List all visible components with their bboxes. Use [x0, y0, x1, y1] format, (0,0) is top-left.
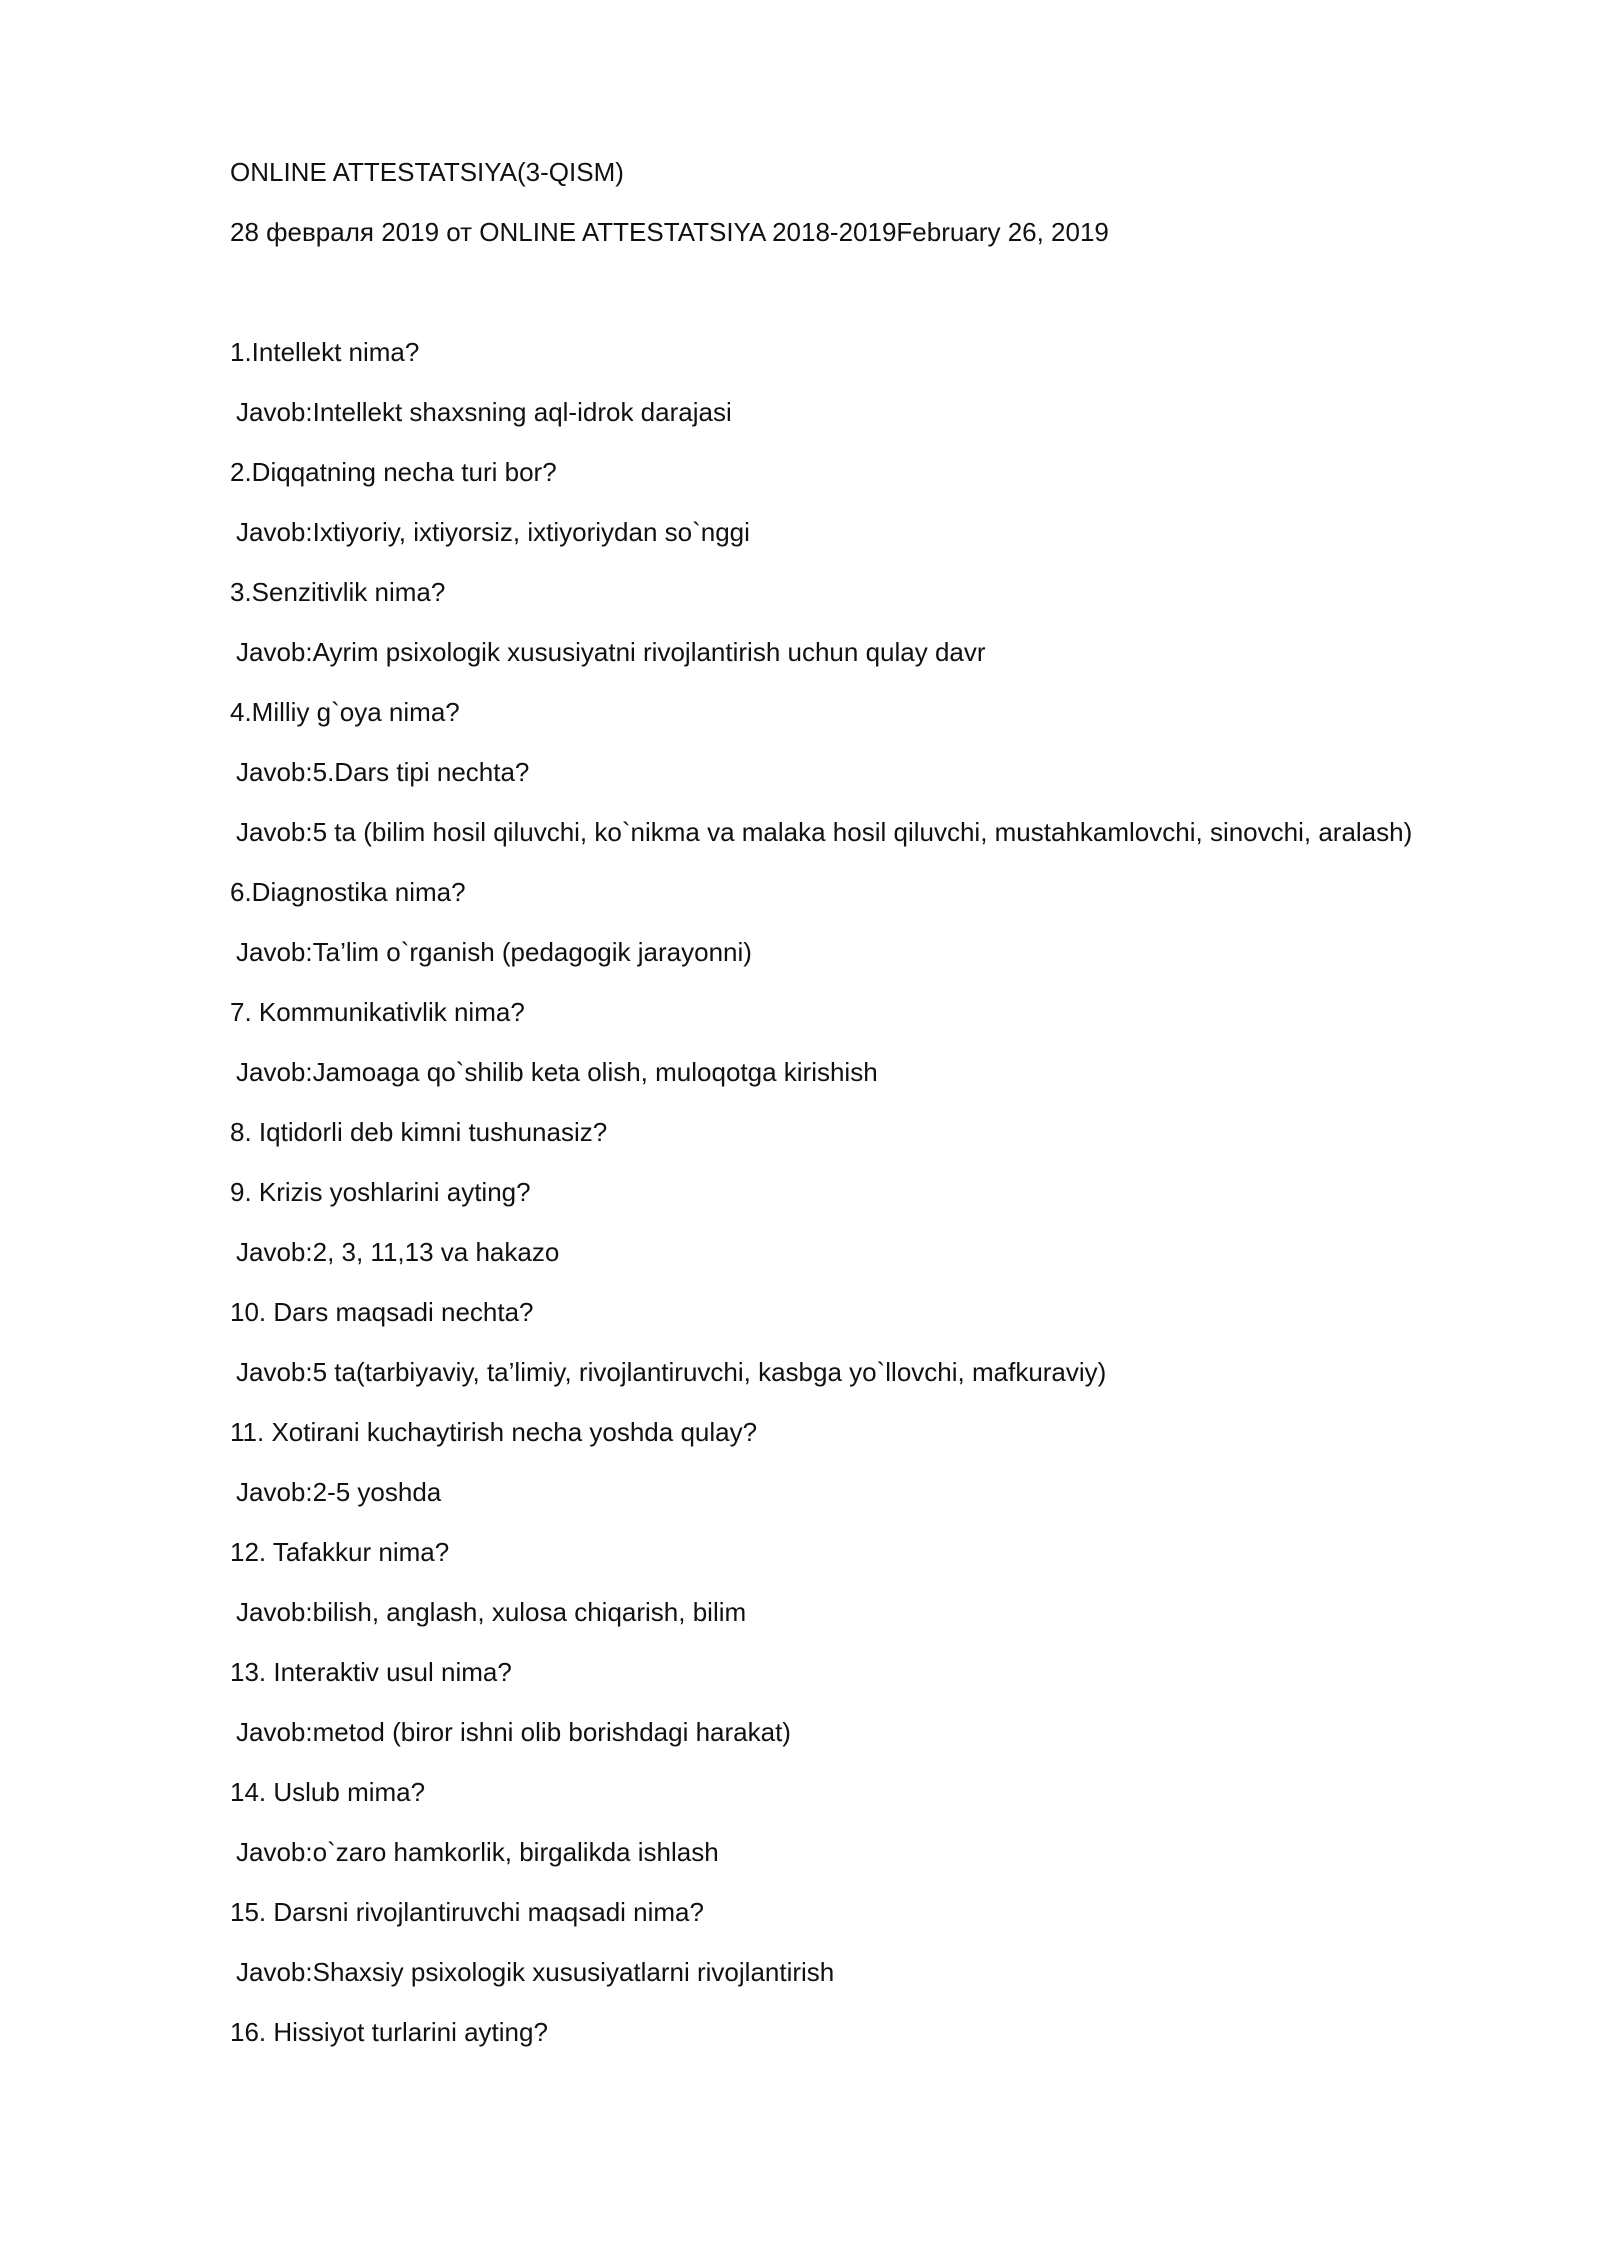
answer-7: Javob:Jamoaga qo`shilib keta olish, muloqotga kirishish — [236, 1057, 878, 1087]
answer-2: Javob:Ixtiyoriy, ixtiyorsiz, ixtiyoriydan so`nggi — [236, 517, 750, 547]
question-9: 9. Krizis yoshlarini ayting? — [230, 1177, 531, 1207]
answer-9: Javob:2, 3, 11,13 va hakazo — [236, 1237, 560, 1267]
question-14: 14. Uslub mima? — [230, 1777, 426, 1807]
question-16: 16. Hissiyot turlarini ayting? — [230, 2017, 548, 2047]
answer-4-question-5: Javob:5.Dars tipi nechta? — [236, 757, 530, 787]
question-13: 13. Interaktiv usul nima? — [230, 1657, 512, 1687]
question-12: 12. Tafakkur nima? — [230, 1537, 450, 1567]
question-15: 15. Darsni rivojlantiruvchi maqsadi nima? — [230, 1897, 704, 1927]
question-1: 1.Intellekt nima? — [230, 337, 420, 367]
answer-6: Javob:Ta’lim o`rganish (pedagogik jarayonni) — [236, 937, 752, 967]
answer-1: Javob:Intellekt shaxsning aql-idrok darajasi — [236, 397, 732, 427]
answer-12: Javob:bilish, anglash, xulosa chiqarish, bilim — [236, 1597, 747, 1627]
document-title: ONLINE ATTESTATSIYA(3-QISM) — [230, 157, 624, 187]
answer-3: Javob:Ayrim psixologik xususiyatni rivojlantirish uchun qulay davr — [236, 637, 986, 667]
answer-15: Javob:Shaxsiy psixologik xususiyatlarni rivojlantirish — [236, 1957, 835, 1987]
question-10: 10. Dars maqsadi nechta? — [230, 1297, 534, 1327]
question-7: 7. Kommunikativlik nima? — [230, 997, 525, 1027]
question-11: 11. Xotirani kuchaytirish necha yoshda qulay? — [230, 1417, 758, 1447]
answer-5: Javob:5 ta (bilim hosil qiluvchi, ko`nikma va malaka hosil qiluvchi, mustahkamlovchi, sinovchi, aralash) — [236, 817, 1413, 847]
question-4: 4.Milliy g`oya nima? — [230, 697, 460, 727]
document-subtitle: 28 февраля 2019 от ONLINE ATTESTATSIYA 2018-2019February 26, 2019 — [230, 217, 1109, 247]
question-8: 8. Iqtidorli deb kimni tushunasiz? — [230, 1117, 608, 1147]
answer-10: Javob:5 ta(tarbiyaviy, ta’limiy, rivojlantiruvchi, kasbga yo`llovchi, mafkuraviy) — [236, 1357, 1107, 1387]
answer-13: Javob:metod (biror ishni olib borishdagi harakat) — [236, 1717, 791, 1747]
answer-14: Javob:o`zaro hamkorlik, birgalikda ishlash — [236, 1837, 719, 1867]
answer-11: Javob:2-5 yoshda — [236, 1477, 442, 1507]
question-3: 3.Senzitivlik nima? — [230, 577, 446, 607]
question-6: 6.Diagnostika nima? — [230, 877, 466, 907]
question-2: 2.Diqqatning necha turi bor? — [230, 457, 557, 487]
